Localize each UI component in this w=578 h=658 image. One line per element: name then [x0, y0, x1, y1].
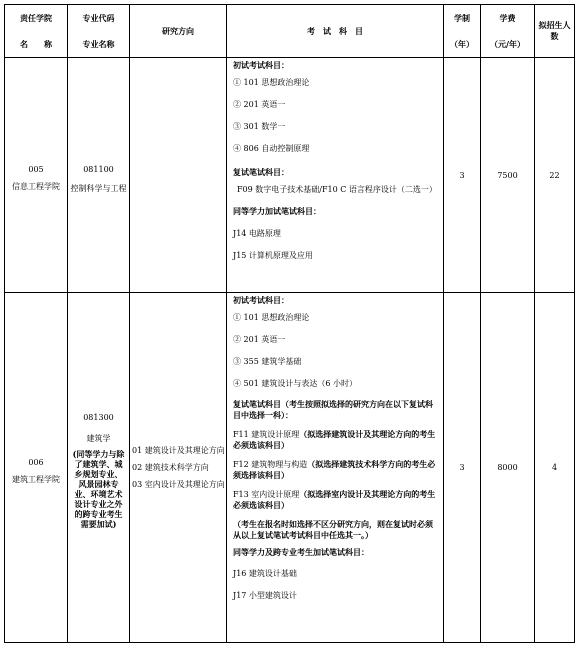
major-note: (同等学力与除了建筑学、城乡规划专业、风景园林专业、环境艺术设计专业之外的跨专业考生需要加试): [72, 448, 125, 529]
header-college: 责任学院 名 称: [5, 5, 68, 58]
header-quota: 拟招生人数: [535, 5, 575, 58]
fee-cell: 8000: [481, 293, 535, 643]
quota-cell: 4: [535, 293, 575, 643]
header-row: [5, 5, 575, 58]
subjects-cell: 初试考试科目： ① 101 思想政治理论 ② 201 英语一 ③ 355 建筑学基础 ④ 501 建筑设计与表达（6 小时） 复试笔试科目（考生按照拟选择的研究方向在以下复试科目中选择一科）： F11 建筑设计原理（拟选择建筑设计及其理论方向的考生必须选该科目） F12 建筑物理与构造（拟选择建筑技术科学方向的考生必须选择该科目） F13 室内设计原理（拟选择室内设计及其理论方向的考生必须选该科目） （考生在报名时如选择不区分研究方向，则在复试时必须从以上复试笔试考试科目中任选其一。） 同等学力及跨专业考生加试笔试科目： J16 建筑设计基础 J17 小型建筑设计: [227, 293, 444, 643]
admissions-table: [4, 4, 575, 643]
quota-cell: 22: [535, 58, 575, 293]
header-subjects: 考 试 科 目: [227, 5, 444, 58]
college-cell: 005 信息工程学院: [5, 58, 68, 293]
header-direction: 研究方向: [130, 5, 227, 58]
header-years: 学制 （年）: [444, 5, 481, 58]
header-major: 专业代码 专业名称: [68, 5, 130, 58]
direction-cell: [130, 58, 227, 293]
subjects-cell: 初试考试科目： ① 101 思想政治理论 ② 201 英语一 ③ 301 数学一 ④ 806 自动控制原理 复试笔试科目： F09 数字电子技术基础/F10 C 语言程序设计（二选一） 同等学力加试笔试科目： J14 电路原理 J15 计算机原理及应用: [227, 58, 444, 293]
header-fee: 学费 （元/年）: [481, 5, 535, 58]
college-cell: 006 建筑工程学院: [5, 293, 68, 643]
years-cell: 3: [444, 293, 481, 643]
fee-cell: 7500: [481, 58, 535, 293]
years-cell: 3: [444, 58, 481, 293]
major-cell: 081100 控制科学与工程: [68, 58, 130, 293]
table-row: [5, 58, 575, 293]
direction-cell: 01 建筑设计及其理论方向 02 建筑技术科学方向 03 室内设计及其理论方向: [130, 293, 227, 643]
major-cell: 081300 建筑学 (同等学力与除了建筑学、城乡规划专业、风景园林专业、环境艺术设计专业之外的跨专业考生需要加试): [68, 293, 130, 643]
table-row: [5, 293, 575, 643]
